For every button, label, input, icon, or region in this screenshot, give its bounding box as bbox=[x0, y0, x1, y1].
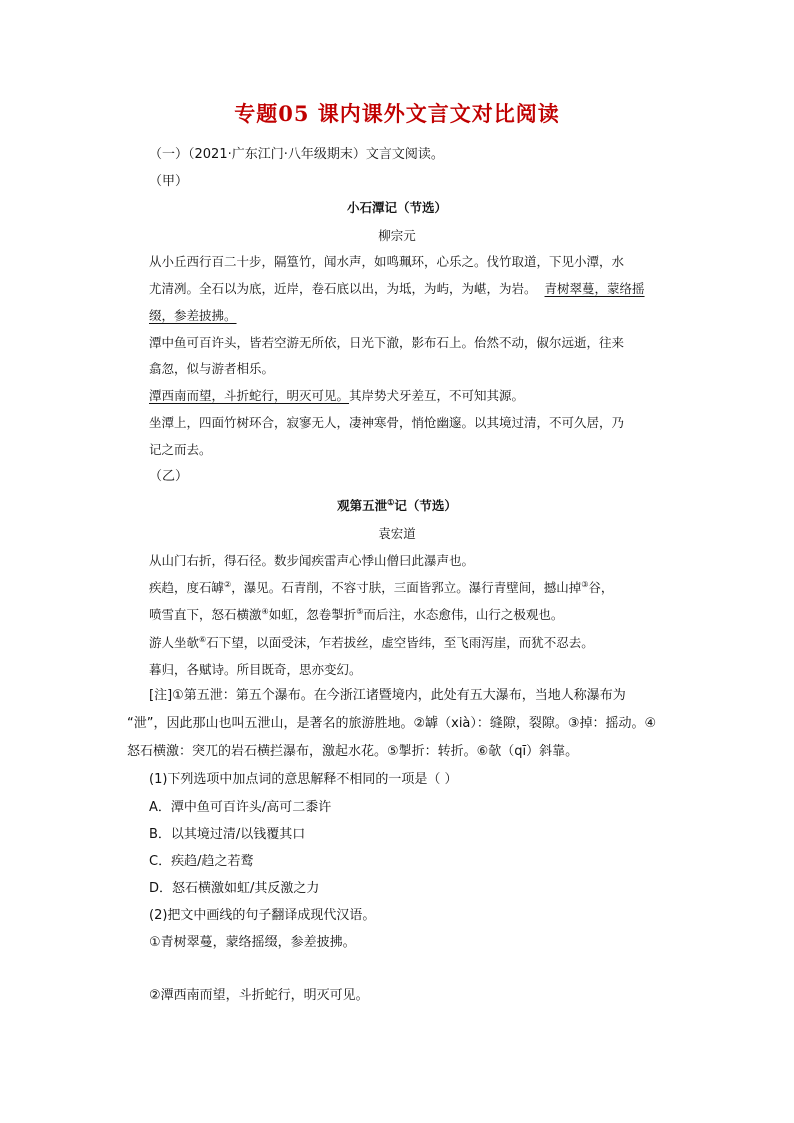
question1-option-d: D．怒石横激如虹/其反激之力 bbox=[149, 881, 320, 896]
text2-p2a-part2: ，瀑见。石青削，不容寸肤，三面皆郛立。瀑行青壁间，撼山掉 bbox=[231, 580, 582, 595]
underlined-sentence-1a: 青树翠蔓，蒙络摇 bbox=[544, 281, 645, 296]
text2-p3-part2: 石下望，以面受沫，乍若拔丝，虚空皆纬，至飞雨泻崖，而犹不忍去。 bbox=[206, 635, 594, 650]
note-mark-5: ⑤ bbox=[356, 606, 364, 616]
note-mark-6: ⑥ bbox=[199, 634, 207, 644]
text1-p3 bbox=[149, 387, 524, 405]
text1-p1-line2-text: 尤清冽。全石以为底，近岸，卷石底以出，为坻，为屿，为嵁，为岩。 bbox=[149, 281, 537, 296]
question2-sentence-2: ②潭西南而望，斗折蛇行，明灭可见。 bbox=[149, 988, 369, 1003]
note-mark-3: ③ bbox=[581, 579, 589, 589]
text2-title-note-mark: ① bbox=[387, 496, 395, 507]
text1-author: 柳宗元 bbox=[378, 228, 416, 243]
underlined-sentence-1b: 缀，参差披拂。 bbox=[149, 308, 237, 323]
notes-line3: 怒石横激：突兀的岩石横拦瀑布，激起水花。⑤掣折：转折。⑥欹（qī）斜靠。 bbox=[127, 744, 579, 759]
notes-line1: [注]①第五泄：第五个瀑布。在今浙江诸暨境内，此处有五大瀑布，当地人称瀑布为 bbox=[149, 688, 626, 703]
intro-line: （一）（2021·广东江门·八年级期末）文言文阅读。 bbox=[149, 147, 444, 162]
question1-option-c: C．疾趋/趋之若鹜 bbox=[149, 854, 254, 869]
text1-p4-line2: 记之而去。 bbox=[149, 442, 212, 457]
question2-sentence-1: ①青树翠蔓，蒙络摇缀，参差披拂。 bbox=[149, 935, 356, 950]
text1-p1-line1: 从小丘西行百二十步，隔篁竹，闻水声，如鸣珮环，心乐之。伐竹取道，下见小潭，水 bbox=[149, 254, 625, 269]
label-yi: （乙） bbox=[149, 469, 189, 484]
question1-option-a: A．潭中鱼可百许头/高可二黍许 bbox=[149, 800, 332, 815]
notes-line2: “泄”，因此那山也叫五泄山，是著名的旅游胜地。②罅（xià）：缝隙，裂隙。③掉：摇动。④ bbox=[127, 716, 657, 731]
text2-p2b-part2: 如虹，忽卷掣折 bbox=[268, 607, 357, 622]
text2-p2-line1 bbox=[149, 579, 613, 597]
label-jia: （甲） bbox=[149, 174, 189, 189]
text2-title-main: 观第五泄 bbox=[337, 498, 388, 513]
text1-p1-line2 bbox=[149, 280, 645, 298]
underlined-sentence-2: 潭西南而望，斗折蛇行，明灭可见。 bbox=[149, 388, 350, 403]
text2-p3-part1: 游人坐欹 bbox=[149, 635, 200, 650]
text2-p2b-part3: 而后注，水态愈伟，山行之极观也。 bbox=[363, 607, 564, 622]
text2-author: 袁宏道 bbox=[378, 526, 416, 541]
question1-option-b: B．以其境过清/以钱覆其口 bbox=[149, 827, 306, 842]
text2-p2b-part1: 喷雪直下，怒石横激 bbox=[149, 607, 262, 622]
page-title: 专题05 课内课外文言文对比阅读 bbox=[234, 101, 560, 126]
text1-p2-line2: 翕忽，似与游者相乐。 bbox=[149, 361, 275, 376]
question2-stem: (2)把文中画线的句子翻译成现代汉语。 bbox=[149, 908, 376, 923]
text2-p4: 暮归，各赋诗。所目既奇，思亦变幻。 bbox=[149, 662, 362, 677]
text2-p1: 从山门右折，得石径。数步闻疾雷声心悸山僧曰此瀑声也。 bbox=[149, 553, 475, 568]
text1-p3-rest: 其岸势犬牙差互，不可知其源。 bbox=[349, 388, 525, 403]
text2-p3 bbox=[149, 634, 594, 652]
text2-title bbox=[0, 497, 794, 515]
text2-p2a-part1: 疾趋，度石罅 bbox=[149, 580, 225, 595]
text1-p4-line1: 坐潭上，四面竹树环合，寂寥无人，凄神寒骨，悄怆幽邃。以其境过清，不可久居，乃 bbox=[149, 415, 625, 430]
text2-title-tail: 记（节选） bbox=[394, 498, 457, 513]
text2-p2-line2 bbox=[149, 606, 563, 624]
note-mark-4: ④ bbox=[261, 606, 269, 616]
text1-p2-line1: 潭中鱼可百许头，皆若空游无所依，日光下澈，影布石上。佁然不动，俶尔远逝，往来 bbox=[149, 335, 625, 350]
text1-title: 小石潭记（节选） bbox=[346, 200, 447, 215]
note-mark-2: ② bbox=[224, 579, 232, 589]
question1-stem: (1)下列选项中加点词的意思解释不相同的一项是（ ） bbox=[149, 772, 458, 787]
text2-p2a-part3: 谷， bbox=[588, 580, 614, 595]
